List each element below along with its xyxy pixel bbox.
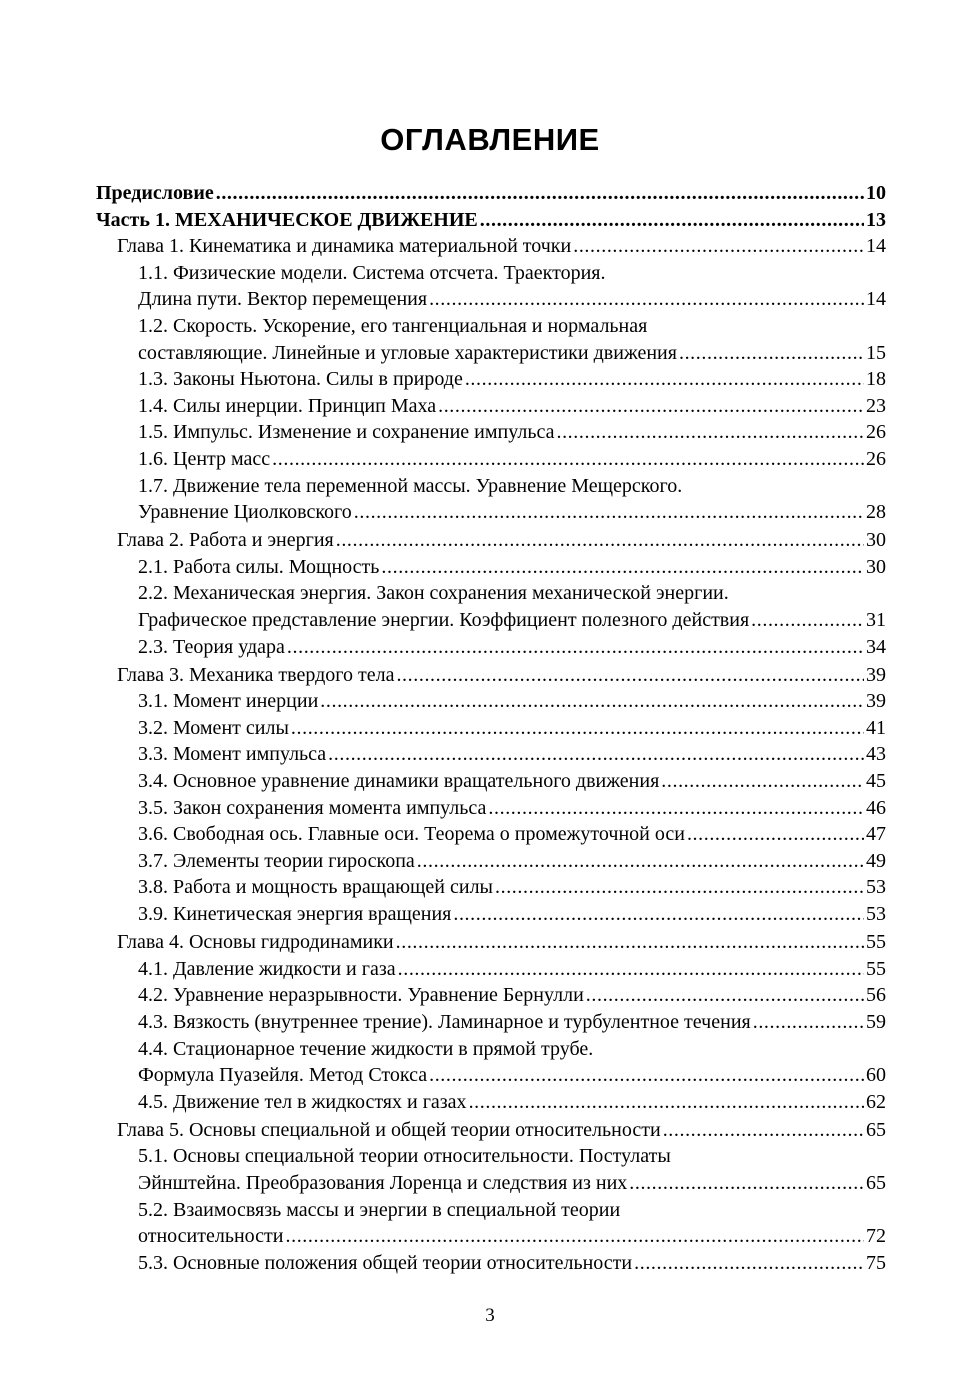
toc-entry-page: 23 — [866, 394, 886, 417]
toc-entry-title: 2.2. Механическая энергия. Закон сохранения механической энергии. — [138, 582, 729, 605]
toc-entry-page: 34 — [866, 635, 886, 658]
dot-leader — [573, 233, 864, 260]
toc-entry-title: 3.8. Работа и мощность вращающей силы — [138, 876, 493, 899]
toc-entry-page: 45 — [866, 770, 886, 793]
toc-section-entry — [96, 795, 886, 822]
toc-section-entry — [96, 607, 886, 634]
toc-entry-title: Уравнение Циолковского — [138, 501, 352, 524]
toc-section-entry — [96, 1250, 886, 1277]
dot-leader — [751, 607, 864, 634]
toc-entry-page: 28 — [866, 501, 886, 524]
toc-section-entry — [96, 313, 886, 340]
toc-entry-title: Длина пути. Вектор перемещения — [138, 288, 428, 311]
toc-entry-page: 18 — [866, 368, 886, 391]
toc-section-entry — [96, 446, 886, 473]
dot-leader — [291, 715, 864, 742]
toc-entry-page: 30 — [866, 555, 886, 578]
dot-leader — [753, 1009, 864, 1036]
toc-entry-page: 75 — [866, 1251, 886, 1274]
toc-section-entry — [96, 1143, 886, 1170]
toc-entry-title: 1.4. Силы инерции. Принцип Маха — [138, 394, 437, 417]
dot-leader — [586, 982, 864, 1009]
dot-leader — [438, 393, 864, 420]
toc-entry-page: 47 — [866, 823, 886, 846]
toc-section-entry — [96, 1089, 886, 1116]
toc-entry-page: 49 — [866, 849, 886, 872]
toc-entry-page: 55 — [866, 957, 886, 980]
dot-leader — [287, 634, 864, 661]
dot-leader — [480, 207, 864, 234]
toc-entry-title: 4.4. Стационарное течение жидкости в прямой трубе. — [138, 1037, 594, 1060]
toc-section-entry — [96, 1009, 886, 1036]
dot-leader — [687, 821, 864, 848]
toc-chapter-entry — [96, 527, 886, 554]
toc-entry-title: Предисловие — [96, 182, 214, 204]
toc-section-entry — [96, 1036, 886, 1063]
toc-entry-title: 3.3. Момент импульса — [138, 743, 327, 766]
toc-entry-title: 1.5. Импульс. Изменение и сохранение импульса — [138, 421, 555, 444]
toc-entry-page: 53 — [866, 903, 886, 926]
toc-entry-page: 39 — [866, 690, 886, 713]
toc-entry-page: 55 — [866, 931, 886, 954]
toc-entry-title: 3.9. Кинетическая энергия вращения — [138, 903, 452, 926]
toc-entry-title: 2.1. Работа силы. Мощность — [138, 555, 380, 578]
dot-leader — [396, 662, 864, 689]
toc-entry-page: 59 — [866, 1010, 886, 1033]
toc-entry-title: 4.5. Движение тел в жидкостях и газах — [138, 1090, 467, 1113]
toc-entry-page: 65 — [866, 1171, 886, 1194]
toc-entry-title: 1.7. Движение тела переменной массы. Уравнение Мещерского. — [138, 474, 683, 497]
toc-entry-title: 4.3. Вязкость (внутреннее трение). Ламинарное и турбулентное течения — [138, 1010, 751, 1033]
dot-leader — [679, 340, 864, 367]
toc-entry-title: 5.2. Взаимосвязь массы и энергии в специальной теории — [138, 1198, 621, 1221]
dot-leader — [556, 419, 864, 446]
toc-entry-page: 13 — [866, 208, 886, 231]
page-number: 3 — [485, 1305, 495, 1326]
dot-leader — [286, 1223, 865, 1250]
toc-entry-title: Глава 3. Механика твердого тела — [117, 663, 395, 686]
toc-entry-title: относительности — [138, 1225, 284, 1248]
toc-entry-title: 3.2. Момент силы — [138, 716, 289, 739]
dot-leader — [629, 1170, 864, 1197]
toc-section-entry — [96, 1197, 886, 1224]
toc-entry-page: 30 — [866, 529, 886, 552]
toc-entry-title: 1.3. Законы Ньютона. Силы в природе — [138, 368, 463, 391]
page-title: ОГЛАВЛЕНИЕ — [380, 122, 600, 157]
toc-section-entry — [96, 286, 886, 313]
toc-entry-page: 26 — [866, 421, 886, 444]
dot-leader — [398, 956, 864, 983]
toc-entry-page: 56 — [866, 984, 886, 1007]
toc-entry-page: 41 — [866, 716, 886, 739]
toc-section-entry — [96, 848, 886, 875]
toc-section-entry — [96, 1170, 886, 1197]
toc-entry-title: Графическое представление энергии. Коэффициент полезного действия — [138, 609, 750, 631]
toc-part-entry — [96, 180, 886, 207]
toc-section-entry — [96, 741, 886, 768]
toc-section-entry — [96, 956, 886, 983]
toc-entry-page: 14 — [866, 235, 886, 258]
dot-leader — [429, 1062, 864, 1089]
toc-entry-title: 5.3. Основные положения общей теории относительности — [138, 1251, 633, 1274]
toc-entry-page: 43 — [866, 743, 886, 766]
dot-leader — [320, 688, 864, 715]
toc-entry-title: 3.7. Элементы теории гироскопа — [138, 849, 415, 872]
toc-entry-title: Эйнштейна. Преобразования Лоренца и следствия из них — [138, 1171, 628, 1194]
toc-entry-page: 15 — [866, 341, 886, 364]
toc-section-entry — [96, 1223, 886, 1250]
toc-section-entry — [96, 715, 886, 742]
toc-section-entry — [96, 580, 886, 607]
toc-entry-title: 3.4. Основное уравнение динамики вращательного движения — [138, 770, 660, 793]
toc-chapter-entry — [96, 929, 886, 956]
toc-entry-page: 53 — [866, 876, 886, 899]
toc-entry-page: 62 — [866, 1090, 886, 1113]
dot-leader — [417, 848, 864, 875]
toc-section-entry — [96, 499, 886, 526]
dot-leader — [495, 874, 864, 901]
toc-section-entry — [96, 634, 886, 661]
toc-chapter-entry — [96, 662, 886, 689]
dot-leader — [396, 929, 864, 956]
dot-leader — [469, 1089, 864, 1116]
toc-section-entry — [96, 1062, 886, 1089]
toc-section-entry — [96, 260, 886, 287]
toc-section-entry — [96, 393, 886, 420]
toc-entry-title: 2.3. Теория удара — [138, 635, 285, 658]
toc-entry-page: 26 — [866, 447, 886, 470]
toc-section-entry — [96, 340, 886, 367]
toc-chapter-entry — [96, 233, 886, 260]
dot-leader — [488, 795, 864, 822]
toc-entry-page: 10 — [866, 182, 886, 204]
toc-section-entry — [96, 473, 886, 500]
toc-entry-title: 5.1. Основы специальной теории относительности. Постулаты — [138, 1145, 671, 1168]
dot-leader — [328, 741, 864, 768]
toc-entry-title: Формула Пуазейля. Метод Стокса — [138, 1064, 428, 1087]
toc-entry-page: 65 — [866, 1118, 886, 1141]
toc-entry-page: 46 — [866, 796, 886, 819]
toc-entry-title: 3.1. Момент инерции — [138, 690, 319, 713]
dot-leader — [272, 446, 864, 473]
toc-entry-page: 14 — [866, 288, 886, 311]
toc-section-entry — [96, 366, 886, 393]
toc-entry-title: Глава 2. Работа и энергия — [117, 529, 334, 552]
toc-entry-title: 4.1. Давление жидкости и газа — [138, 957, 396, 980]
dot-leader — [634, 1250, 864, 1277]
dot-leader — [336, 527, 864, 554]
toc-entry-title: Часть 1. МЕХАНИЧЕСКОЕ ДВИЖЕНИЕ — [96, 208, 478, 231]
toc-entry-title: 3.6. Свободная ось. Главные оси. Теорема о промежуточной оси — [138, 823, 685, 846]
dot-leader — [663, 1117, 864, 1144]
dot-leader — [429, 286, 864, 313]
toc-entry-title: Глава 5. Основы специальной и общей теории относительности — [117, 1118, 661, 1141]
dot-leader — [465, 366, 864, 393]
dot-leader — [354, 499, 864, 526]
toc-section-entry — [96, 688, 886, 715]
toc-entry-title: 1.6. Центр масс — [138, 447, 271, 470]
toc-section-entry — [96, 768, 886, 795]
toc-chapter-entry — [96, 1117, 886, 1144]
dot-leader — [661, 768, 864, 795]
toc-entry-page: 31 — [866, 609, 886, 631]
toc-part-entry — [96, 207, 886, 234]
toc-section-entry — [96, 901, 886, 928]
toc-section-entry — [96, 821, 886, 848]
toc-section-entry — [96, 419, 886, 446]
toc-entry-title: Глава 4. Основы гидродинамики — [117, 931, 394, 954]
table-of-contents — [96, 180, 886, 1276]
toc-entry-title: составляющие. Линейные и угловые характеристики движения — [138, 341, 677, 364]
toc-entry-page: 39 — [866, 663, 886, 686]
toc-entry-title: Глава 1. Кинематика и динамика материальной точки — [117, 235, 572, 258]
dot-leader — [216, 180, 864, 207]
toc-section-entry — [96, 554, 886, 581]
toc-section-entry — [96, 874, 886, 901]
toc-entry-title: 4.2. Уравнение неразрывности. Уравнение Бернулли — [138, 984, 584, 1007]
toc-entry-title: 3.5. Закон сохранения момента импульса — [138, 796, 487, 819]
toc-entry-title: 1.1. Физические модели. Система отсчета. Траектория. — [138, 261, 606, 284]
toc-section-entry — [96, 982, 886, 1009]
toc-entry-page: 72 — [866, 1225, 886, 1248]
dot-leader — [453, 901, 864, 928]
toc-entry-title: 1.2. Скорость. Ускорение, его тангенциальная и нормальная — [138, 314, 648, 337]
toc-entry-page: 60 — [866, 1064, 886, 1087]
dot-leader — [381, 554, 864, 581]
